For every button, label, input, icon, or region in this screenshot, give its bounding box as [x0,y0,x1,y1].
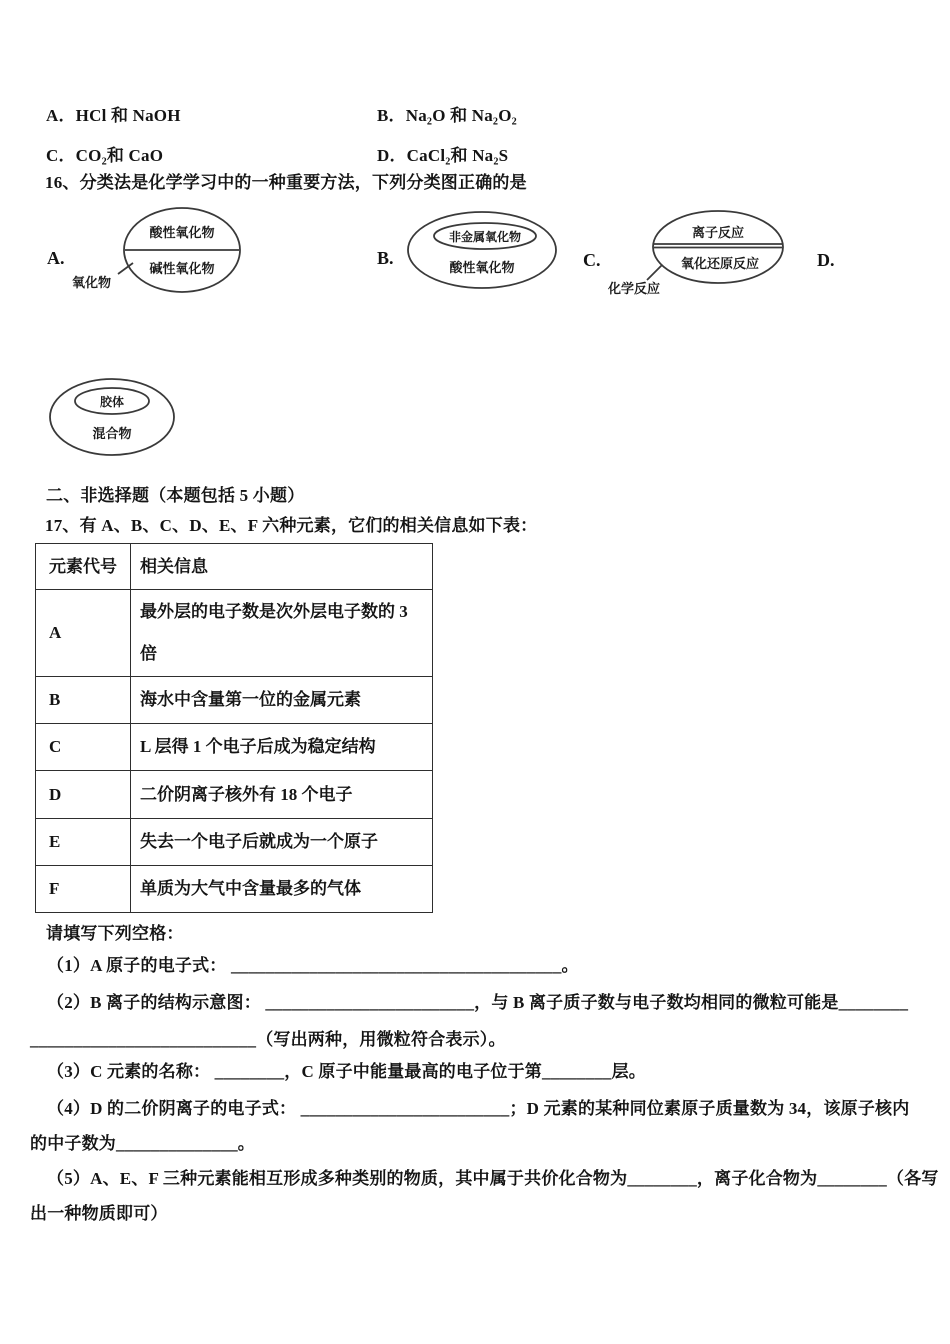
venn-c-outer-label: 化学反应 [608,281,661,296]
header-related-info: 相关信息 [131,544,433,590]
option-a: A．HCl 和 NaOH [46,106,181,125]
table-row [36,590,433,677]
element-info: 最外层的电子数是次外层电子数的 3 倍 [131,590,433,677]
element-info-table [35,543,433,913]
element-info: 失去一个电子后就成为一个原子 [131,819,433,866]
section-2-title: 二、非选择题（本题包括 5 小题） [46,486,305,505]
blank-line-5-cont: 出一种物质即可） [30,1204,168,1223]
blank-line-3: （3）C 元素的名称： ________，C 原子中能量最高的电子位于第________层。 [47,1062,647,1081]
element-info: 二价阴离子核外有 18 个电子 [131,771,433,819]
venn-a-outer-label: 氧化物 [72,275,112,290]
element-code: A [36,590,131,677]
question-17-intro: 17、有 A、B、C、D、E、F 六种元素，它们的相关信息如下表： [45,516,538,535]
fill-prompt: 请填写下列空格： [46,924,184,943]
element-info: L 层得 1 个电子后成为稳定结构 [131,724,433,771]
question-16-text: 16、分类法是化学学习中的一种重要方法，下列分类图正确的是 [45,173,527,192]
venn-c-top-text: 离子反应 [691,225,745,240]
diagram-a-label: A. [47,248,65,268]
venn-d-outer-text: 混合物 [92,426,132,441]
element-code: E [36,819,131,866]
diagram-b-label: B. [377,248,394,268]
diagram-d-label: D. [817,250,835,270]
blank-line-2-cont: __________________________（写出两种，用微粒符合表示）。 [30,1030,506,1049]
blank-line-4-cont: 的中子数为______________。 [30,1134,255,1153]
option-c: C．CO₂和 CaO [46,146,164,165]
element-code: D [36,771,131,819]
ellipse-outline [50,379,174,455]
venn-a-bottom-text: 碱性氧化物 [149,261,215,276]
venn-b-outer-text: 酸性氧化物 [449,260,515,275]
venn-b-inner-text: 非金属氧化物 [448,230,522,244]
venn-diagram-a [60,203,250,298]
header-element-code: 元素代号 [36,544,131,590]
table-header-row [36,544,433,590]
element-code: B [36,677,131,724]
option-b: B．Na₂O 和 Na₂O₂ [377,106,517,125]
element-info: 海水中含量第一位的金属元素 [131,677,433,724]
blank-line-1: （1）A 原子的电子式： ______________________________________。 [47,956,579,975]
venn-diagram-b [405,208,563,292]
blank-line-2: （2）B 离子的结构示意图： ________________________，与 B 离子质子数与电子数均相同的微粒可能是________ [47,993,909,1012]
table-row [36,866,433,913]
venn-d-inner-text: 胶体 [99,395,125,409]
diagram-c-label: C. [583,250,601,270]
pointer-line [647,265,662,280]
table-row [36,771,433,819]
table-row [36,677,433,724]
venn-c-bottom-text: 氧化还原反应 [680,256,760,271]
element-info: 单质为大气中含量最多的气体 [131,866,433,913]
venn-diagram-c [600,206,795,301]
element-code: C [36,724,131,771]
table-row [36,724,433,771]
venn-diagram-d [45,375,185,463]
venn-a-top-text: 酸性氧化物 [149,225,215,240]
element-code: F [36,866,131,913]
option-d: D．CaCl₂和 Na₂S [377,146,509,165]
blank-line-5: （5）A、E、F 三种元素能相互形成多种类别的物质，其中属于共价化合物为________，离子化合物为________（各写 [47,1169,939,1188]
table-row [36,819,433,866]
blank-line-4: （4）D 的二价阴离子的电子式： ________________________；D 元素的某种同位素原子质量数为 34，该原子核内 [47,1099,910,1118]
